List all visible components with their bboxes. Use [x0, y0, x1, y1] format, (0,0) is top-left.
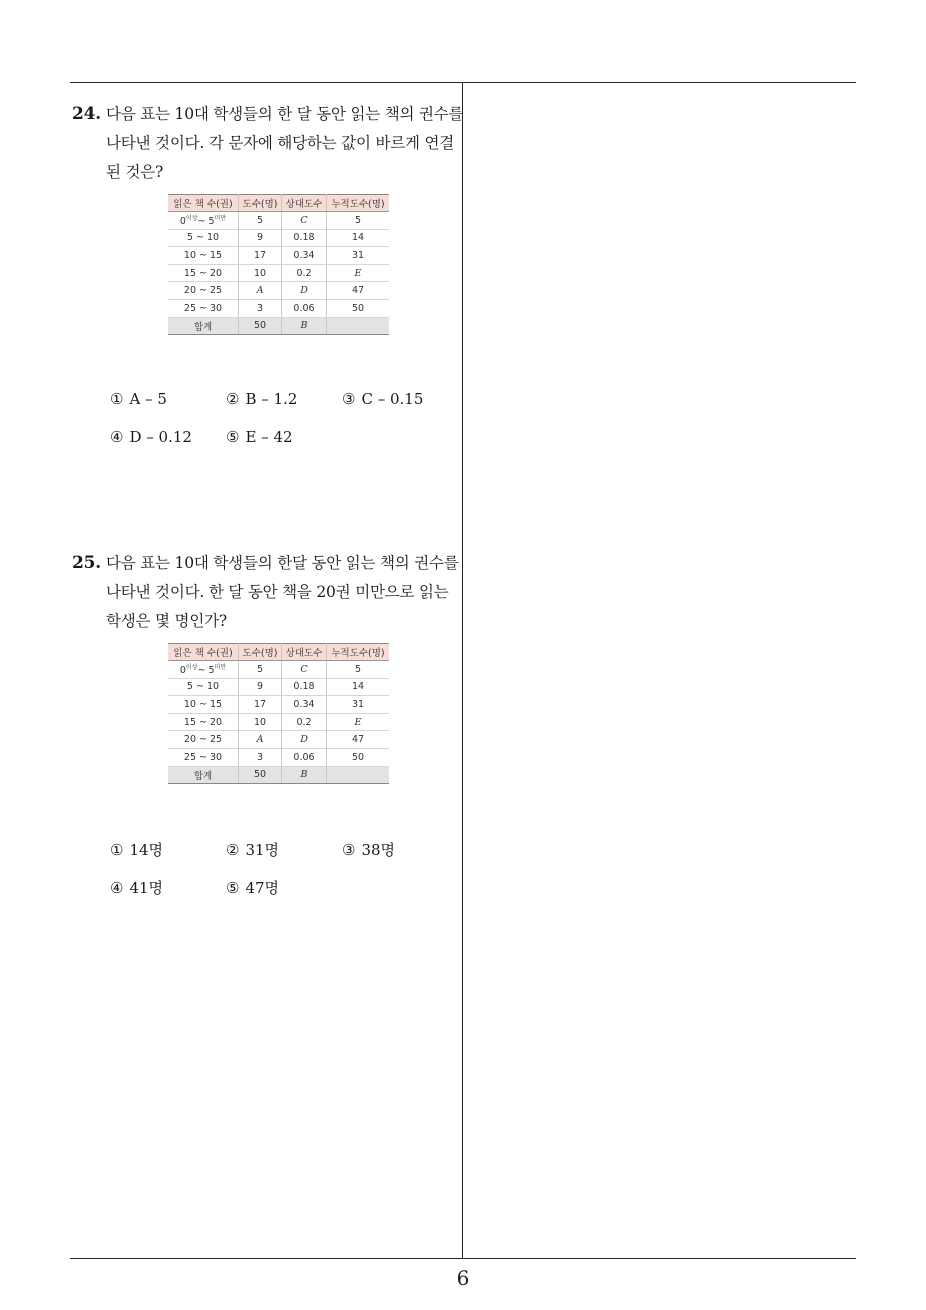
choice-5[interactable]: ⑤ 47명 — [226, 879, 280, 897]
table-row — [168, 264, 389, 282]
header-cumulative-frequency: 누적도수(명) — [327, 195, 390, 212]
total-relative-cell: B — [282, 317, 327, 335]
table-total-row — [168, 317, 389, 335]
relative-cell: 0.34 — [282, 696, 327, 714]
relative-cell: D — [282, 731, 327, 749]
stem-line: 나타낸 것이다. 한 달 동안 책을 20권 미만으로 읽는 — [106, 583, 449, 601]
header-relative-frequency: 상대도수 — [282, 644, 327, 661]
table-row — [168, 299, 389, 317]
stem-line: 나타낸 것이다. 각 문자에 해당하는 값이 바르게 연결 — [106, 134, 455, 152]
frequency-cell: A — [239, 282, 282, 300]
interval-cell: 5 ~ 10 — [168, 678, 239, 696]
cumulative-cell: 50 — [327, 299, 390, 317]
table-row — [168, 748, 389, 766]
choice-5[interactable]: ⑤ E – 42 — [226, 428, 293, 446]
question-stem — [72, 100, 464, 187]
frequency-cell: 5 — [239, 661, 282, 679]
table-row — [168, 661, 389, 679]
choice-4[interactable]: ④ D – 0.12 — [110, 428, 192, 446]
table-row — [168, 282, 389, 300]
total-cumulative-cell — [327, 317, 390, 335]
relative-cell: 0.18 — [282, 229, 327, 247]
frequency-table — [168, 194, 389, 335]
question-number: 24. — [72, 104, 101, 124]
interval-cell: 10 ~ 15 — [168, 247, 239, 265]
total-label-cell: 합계 — [168, 766, 239, 784]
relative-cell: 0.06 — [282, 748, 327, 766]
relative-cell: 0.2 — [282, 264, 327, 282]
frequency-cell: 10 — [239, 264, 282, 282]
interval-cell: 25 ~ 30 — [168, 748, 239, 766]
interval-cell: 5 ~ 10 — [168, 229, 239, 247]
question-number: 25. — [72, 553, 101, 573]
total-frequency-cell: 50 — [239, 766, 282, 784]
cumulative-cell: E — [327, 713, 390, 731]
choice-2[interactable]: ② 31명 — [226, 841, 280, 859]
cumulative-cell: 31 — [327, 247, 390, 265]
total-relative-cell: B — [282, 766, 327, 784]
table-row — [168, 713, 389, 731]
interval-cell: 15 ~ 20 — [168, 713, 239, 731]
frequency-cell: 9 — [239, 678, 282, 696]
frequency-cell: 3 — [239, 299, 282, 317]
header-frequency: 도수(명) — [239, 195, 282, 212]
cumulative-cell: 14 — [327, 229, 390, 247]
cumulative-cell: 50 — [327, 748, 390, 766]
header-books: 읽은 책 수(권) — [168, 644, 239, 661]
answer-choices — [110, 390, 470, 450]
table-row — [168, 696, 389, 714]
total-label-cell: 합계 — [168, 317, 239, 335]
frequency-cell: 3 — [239, 748, 282, 766]
table-header-row — [168, 644, 389, 661]
relative-cell: 0.18 — [282, 678, 327, 696]
interval-cell: 15 ~ 20 — [168, 264, 239, 282]
table-row — [168, 229, 389, 247]
table-row — [168, 678, 389, 696]
cumulative-cell: 31 — [327, 696, 390, 714]
interval-cell: $0^{이상}\sim$ $5^{미만}$ — [168, 212, 239, 230]
cumulative-cell: 5 — [327, 661, 390, 679]
column-divider — [462, 82, 463, 1258]
frequency-cell: 9 — [239, 229, 282, 247]
table-row — [168, 731, 389, 749]
interval-cell: 25 ~ 30 — [168, 299, 239, 317]
relative-cell: C — [282, 212, 327, 230]
top-rule — [70, 82, 856, 83]
header-books: 읽은 책 수(권) — [168, 195, 239, 212]
choice-1[interactable]: ① A – 5 — [110, 390, 167, 408]
table-header-row — [168, 195, 389, 212]
total-cumulative-cell — [327, 766, 390, 784]
interval-cell: 20 ~ 25 — [168, 731, 239, 749]
question-stem — [72, 549, 458, 636]
relative-cell: 0.34 — [282, 247, 327, 265]
stem-line: 다음 표는 10대 학생들의 한달 동안 읽는 책의 권수를 — [106, 554, 459, 572]
stem-line: 다음 표는 10대 학생들의 한 달 동안 읽는 책의 권수를 — [106, 105, 464, 123]
bottom-rule — [70, 1258, 856, 1259]
frequency-cell: 10 — [239, 713, 282, 731]
choice-2[interactable]: ② B – 1.2 — [226, 390, 298, 408]
interval-cell: 10 ~ 15 — [168, 696, 239, 714]
header-relative-frequency: 상대도수 — [282, 195, 327, 212]
cumulative-cell: 5 — [327, 212, 390, 230]
cumulative-cell: 47 — [327, 282, 390, 300]
total-frequency-cell: 50 — [239, 317, 282, 335]
relative-cell: C — [282, 661, 327, 679]
header-cumulative-frequency: 누적도수(명) — [327, 644, 390, 661]
page-number: 6 — [456, 1266, 470, 1290]
table-row — [168, 247, 389, 265]
relative-cell: 0.06 — [282, 299, 327, 317]
question-24 — [72, 100, 464, 460]
stem-line: 학생은 몇 명인가? — [106, 612, 227, 630]
frequency-cell: 17 — [239, 247, 282, 265]
header-frequency: 도수(명) — [239, 644, 282, 661]
cumulative-cell: E — [327, 264, 390, 282]
cumulative-cell: 47 — [327, 731, 390, 749]
frequency-table — [168, 643, 389, 784]
cumulative-cell: 14 — [327, 678, 390, 696]
interval-cell: 20 ~ 25 — [168, 282, 239, 300]
frequency-cell: 17 — [239, 696, 282, 714]
frequency-cell: 5 — [239, 212, 282, 230]
choice-4[interactable]: ④ 41명 — [110, 879, 164, 897]
frequency-cell: A — [239, 731, 282, 749]
table-total-row — [168, 766, 389, 784]
relative-cell: D — [282, 282, 327, 300]
answer-choices — [110, 839, 470, 899]
choice-1[interactable]: ① 14명 — [110, 841, 164, 859]
question-25 — [72, 549, 458, 909]
choice-3[interactable]: ③ 38명 — [342, 841, 396, 859]
relative-cell: 0.2 — [282, 713, 327, 731]
interval-cell: $0^{이상}\sim$ $5^{미만}$ — [168, 661, 239, 679]
table-row — [168, 212, 389, 230]
stem-line: 된 것은? — [106, 163, 164, 181]
choice-3[interactable]: ③ C – 0.15 — [342, 390, 424, 408]
